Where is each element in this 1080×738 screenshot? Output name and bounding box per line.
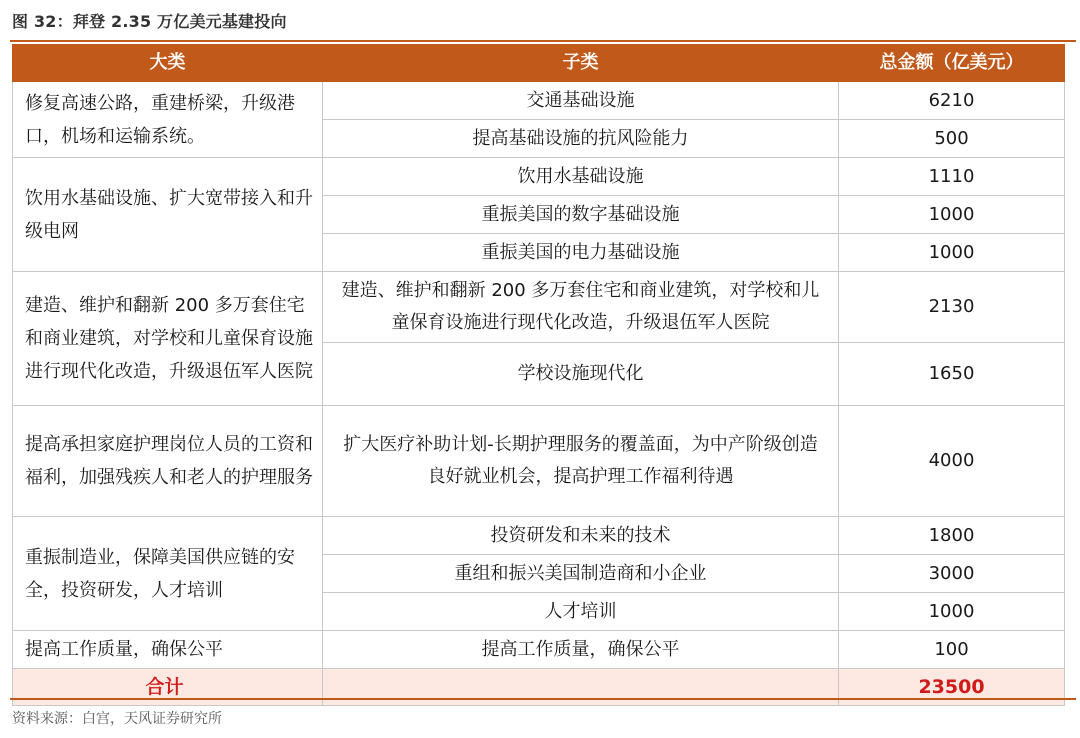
subcategory-cell: 人才培训 xyxy=(323,593,839,631)
amount-cell: 100 xyxy=(839,631,1065,669)
figure-title: 图 32：拜登 2.35 万亿美元基建投向 xyxy=(12,12,287,31)
amount-cell: 1000 xyxy=(839,234,1065,272)
amount-cell: 500 xyxy=(839,120,1065,158)
amount-cell: 6210 xyxy=(839,82,1065,120)
table-row xyxy=(13,517,1065,555)
investment-table xyxy=(12,44,1065,706)
amount-cell: 4000 xyxy=(839,406,1065,517)
amount-cell: 1650 xyxy=(839,343,1065,406)
subcategory-cell: 提高基础设施的抗风险能力 xyxy=(323,120,839,158)
category-cell: 饮用水基础设施、扩大宽带接入和升级电网 xyxy=(13,158,323,272)
header-amount: 总金额（亿美元） xyxy=(839,45,1065,82)
amount-cell: 1000 xyxy=(839,593,1065,631)
total-label: 合计 xyxy=(13,669,323,706)
header-subcategory: 子类 xyxy=(323,45,839,82)
table-row xyxy=(13,631,1065,669)
category-cell: 建造、维护和翻新 200 多万套住宅和商业建筑，对学校和儿童保育设施进行现代化改造，升级退伍军人医院 xyxy=(13,272,323,406)
bottom-divider xyxy=(10,698,1076,700)
amount-cell: 3000 xyxy=(839,555,1065,593)
category-cell: 提高承担家庭护理岗位人员的工资和福利，加强残疾人和老人的护理服务 xyxy=(13,406,323,517)
header-category: 大类 xyxy=(13,45,323,82)
subcategory-cell: 重振美国的电力基础设施 xyxy=(323,234,839,272)
table-header-row xyxy=(13,45,1065,82)
amount-cell: 1800 xyxy=(839,517,1065,555)
category-cell: 重振制造业，保障美国供应链的安全，投资研发，人才培训 xyxy=(13,517,323,631)
amount-cell: 2130 xyxy=(839,272,1065,343)
subcategory-cell: 学校设施现代化 xyxy=(323,343,839,406)
subcategory-cell: 投资研发和未来的技术 xyxy=(323,517,839,555)
table-row xyxy=(13,406,1065,517)
subcategory-cell: 重振美国的数字基础设施 xyxy=(323,196,839,234)
subcategory-cell: 扩大医疗补助计划-长期护理服务的覆盖面，为中产阶级创造良好就业机会，提高护理工作福利待遇 xyxy=(323,406,839,517)
amount-cell: 1000 xyxy=(839,196,1065,234)
subcategory-cell: 建造、维护和翻新 200 多万套住宅和商业建筑，对学校和儿童保育设施进行现代化改造，升级退伍军人医院 xyxy=(323,272,839,343)
subcategory-cell: 提高工作质量，确保公平 xyxy=(323,631,839,669)
subcategory-cell: 重组和振兴美国制造商和小企业 xyxy=(323,555,839,593)
table-row xyxy=(13,158,1065,196)
category-cell: 修复高速公路，重建桥梁，升级港口，机场和运输系统。 xyxy=(13,82,323,158)
subcategory-cell: 饮用水基础设施 xyxy=(323,158,839,196)
total-amount: 23500 xyxy=(839,669,1065,706)
table-row xyxy=(13,272,1065,343)
subcategory-cell: 交通基础设施 xyxy=(323,82,839,120)
table-row xyxy=(13,82,1065,120)
top-divider xyxy=(10,40,1076,42)
category-cell: 提高工作质量，确保公平 xyxy=(13,631,323,669)
source-note: 资料来源：白宫，天风证券研究所 xyxy=(12,711,222,727)
amount-cell: 1110 xyxy=(839,158,1065,196)
